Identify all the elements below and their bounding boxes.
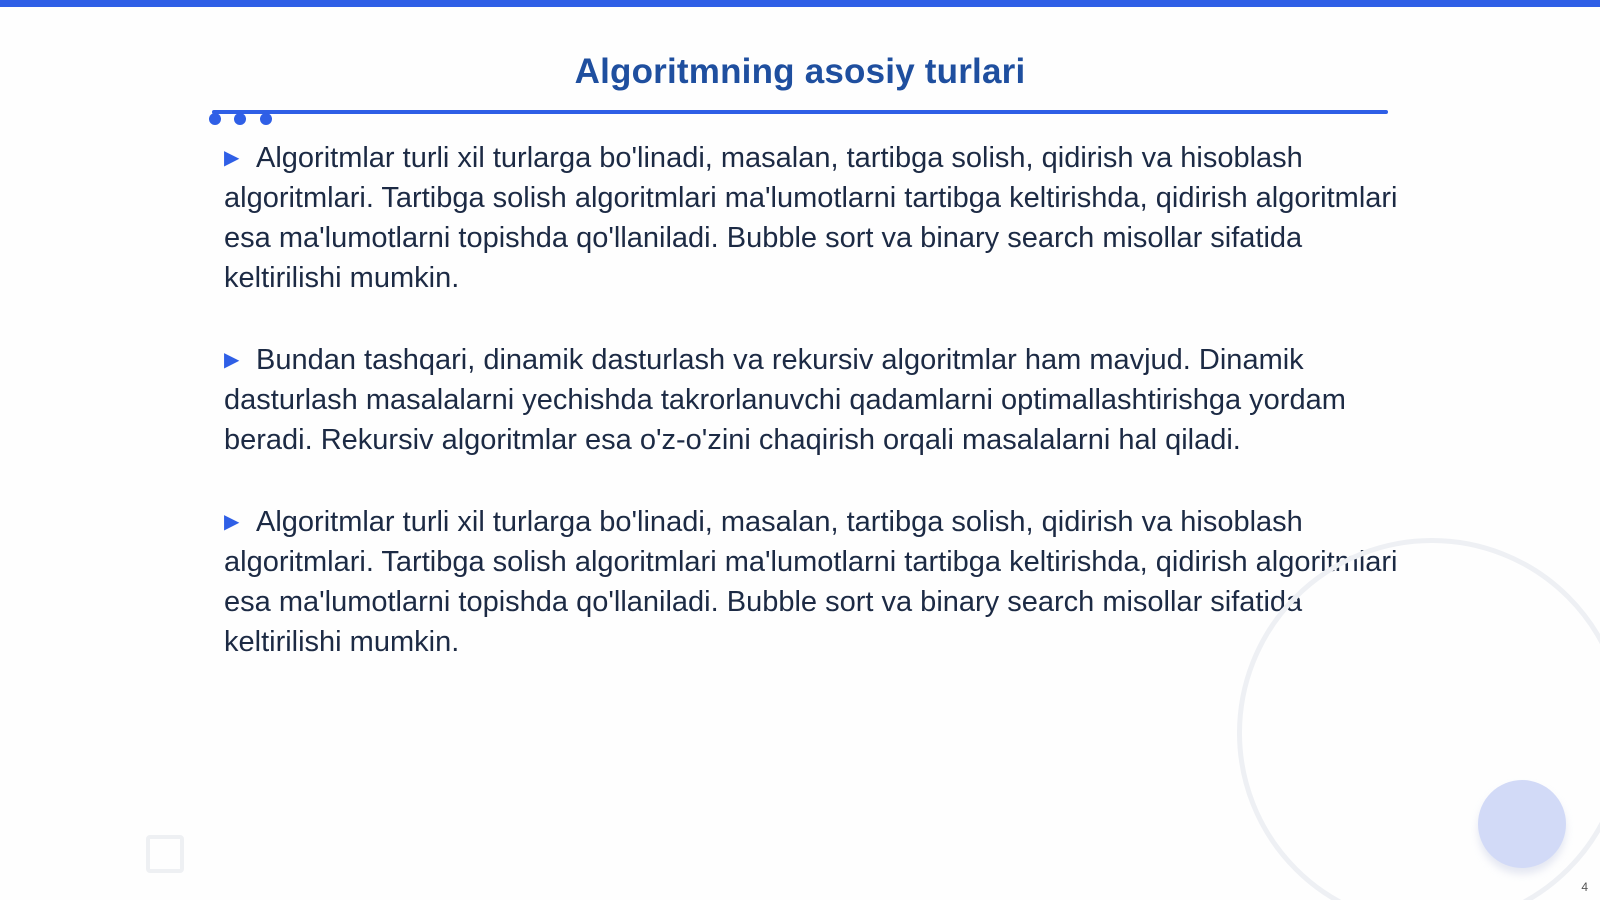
decor-dot bbox=[260, 113, 272, 125]
bullet-paragraph bbox=[224, 138, 1399, 298]
paragraph-text: Bundan tashqari, dinamik dasturlash va rekursiv algoritmlar ham mavjud. Dinamik dasturlash masalalarni yechishda takrorlanuvchi qadamlarni optimallashtirishga yordam beradi. Rekursiv algoritmlar esa o'z-o'zini chaqirish orqali masalalarni hal qiladi. bbox=[224, 344, 1346, 456]
bullet-paragraph bbox=[224, 340, 1399, 460]
bullet-paragraph bbox=[224, 502, 1399, 662]
triangle-bullet-icon: ▶ bbox=[224, 147, 240, 169]
top-accent-bar bbox=[0, 0, 1600, 7]
slide-title: Algoritmning asosiy turlari bbox=[574, 52, 1026, 91]
decor-circle bbox=[1478, 780, 1566, 868]
decor-square bbox=[146, 835, 184, 873]
decor-dot bbox=[234, 113, 246, 125]
decor-dot bbox=[209, 113, 221, 125]
slide-body bbox=[224, 138, 1399, 704]
title-underline bbox=[212, 110, 1388, 114]
page-number: 4 bbox=[1581, 880, 1588, 894]
triangle-bullet-icon: ▶ bbox=[224, 511, 240, 533]
triangle-bullet-icon: ▶ bbox=[224, 349, 240, 371]
paragraph-text: Algoritmlar turli xil turlarga bo'linadi, masalan, tartibga solish, qidirish va hisoblash algoritmlari. Tartibga solish algoritmlari ma'lumotlarni tartibga keltirishda, qidirish algoritmlari esa ma'lumotlarni topishda qo'llaniladi. Bubble sort va binary search misollar sifatida keltirilishi mumkin. bbox=[224, 142, 1398, 294]
paragraph-text: Algoritmlar turli xil turlarga bo'linadi, masalan, tartibga solish, qidirish va hisoblash algoritmlari. Tartibga solish algoritmlari ma'lumotlarni tartibga keltirishda, qidirish algoritmlari esa ma'lumotlarni topishda qo'llaniladi. Bubble sort va binary search misollar sifatida keltirilishi mumkin. bbox=[224, 506, 1398, 658]
